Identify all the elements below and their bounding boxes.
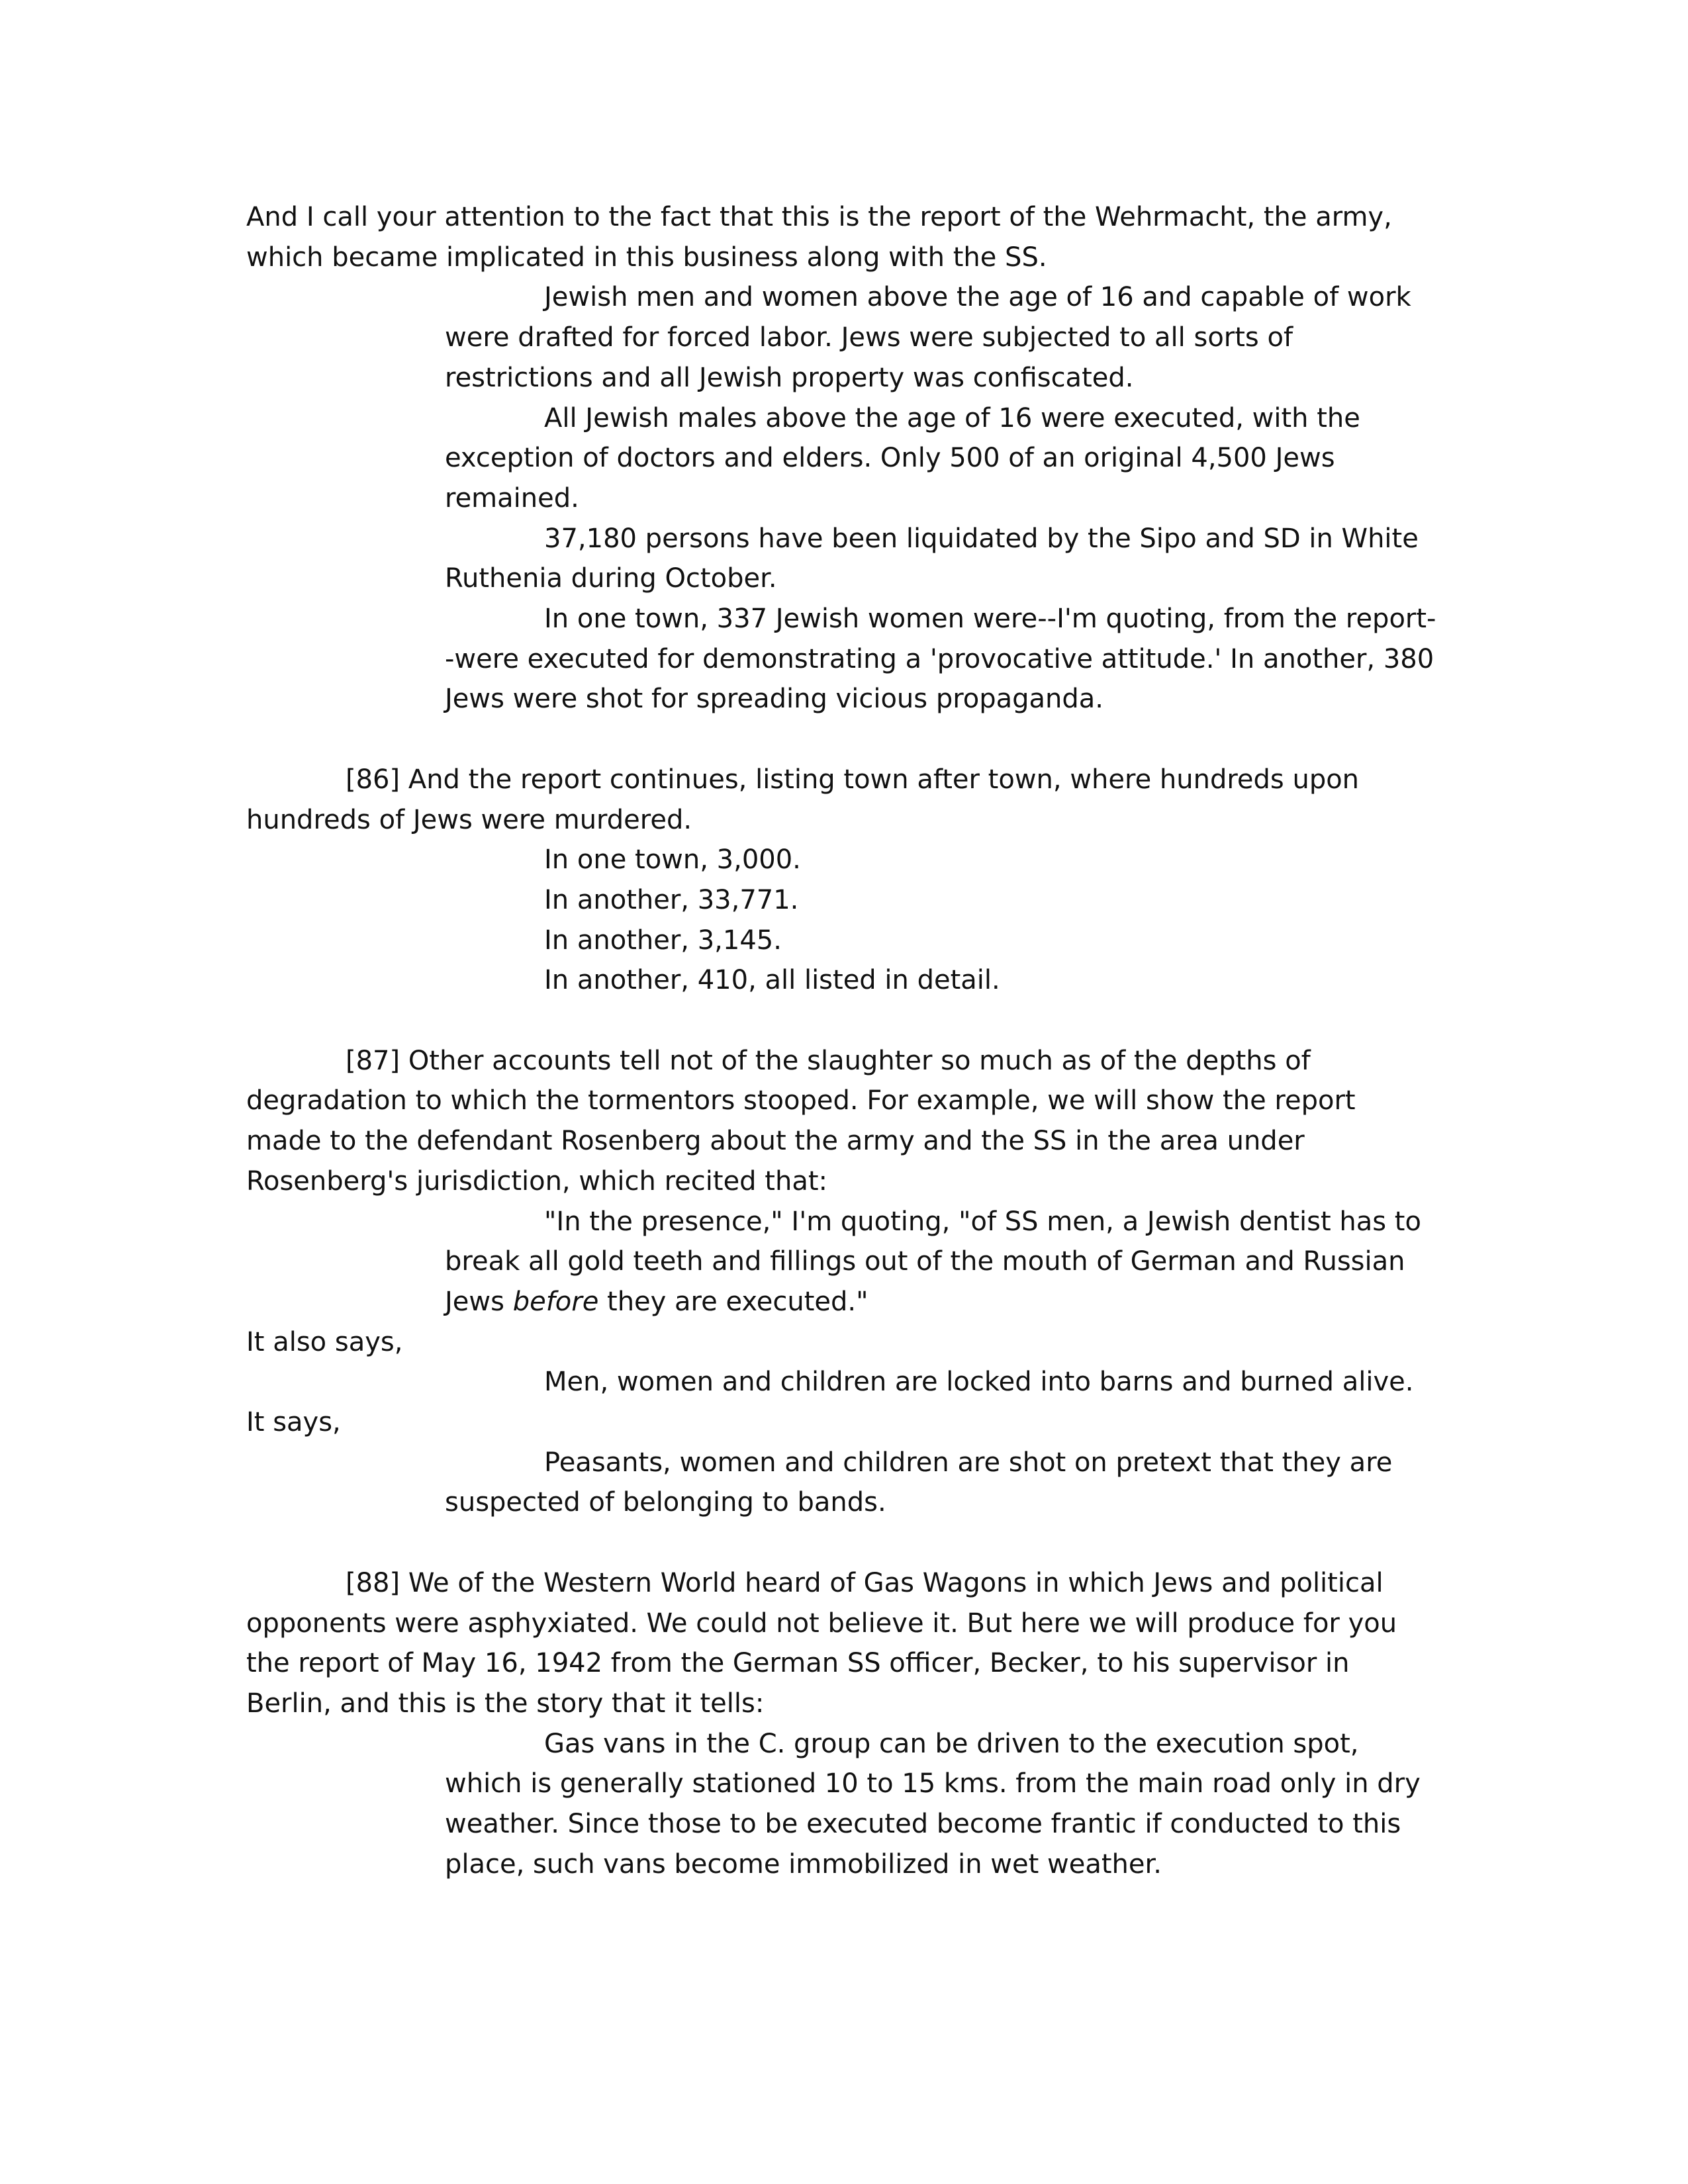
list-item: In one town, 3,000. bbox=[544, 844, 801, 876]
list-item: In another, 33,771. bbox=[544, 884, 799, 915]
quote-jewish-women-executed: In one town, 337 Jewish women were--I'm quoting, from the report--were executed for demonstrating a 'provocative attitude.' In another, 380 Jews were shot for spreading vicious propaganda. bbox=[445, 604, 1436, 715]
quote-jewish-males-executed: All Jewish males above the age of 16 were executed, with the exception of doctors and elders. Only 500 of an original 4,500 Jews remained. bbox=[445, 402, 1360, 514]
quote-barns-burned: Men, women and children are locked into barns and burned alive. bbox=[544, 1367, 1414, 1398]
list-item: In another, 3,145. bbox=[544, 925, 782, 956]
paragraph-gap bbox=[246, 1523, 1444, 1563]
quote-gas-vans: Gas vans in the C. group can be driven to the execution spot, which is generally stationed 10 to 15 kms. from the main road only in dry weather. Since those to be executed become frantic if conducted to this place, such vans become immobilized in wet weather. bbox=[445, 1728, 1421, 1880]
quote-persons-liquidated: 37,180 persons have been liquidated by the Sipo and SD in White Ruthenia during October. bbox=[445, 523, 1419, 594]
paragraph-gap bbox=[246, 719, 1444, 760]
list-item: In another, 410, all listed in detail. bbox=[544, 965, 1000, 996]
quote-text: "In the presence," I'm quoting, "of SS men, a Jewish dentist has to break all gold teeth and fillings out of the mouth of German and Russian Jews bbox=[445, 1206, 1421, 1317]
paragraph-wehrmacht-report: And I call your attention to the fact that this is the report of the Wehrmacht, the army, which became implicated in this business along with the SS. bbox=[246, 202, 1392, 273]
paragraph-it-also-says: It also says, bbox=[246, 1326, 403, 1357]
quote-peasants-shot: Peasants, women and children are shot on pretext that they are suspected of belonging to bands. bbox=[445, 1447, 1393, 1518]
paragraph-it-says: It says, bbox=[246, 1407, 341, 1438]
emphasis-text: before bbox=[512, 1286, 599, 1317]
quote-text: they are executed." bbox=[598, 1286, 868, 1317]
paragraph-gap bbox=[246, 1001, 1444, 1041]
page-text bbox=[246, 197, 1444, 1884]
paragraph-87: [87] Other accounts tell not of the slaughter so much as of the depths of degradation to which the tormentors stooped. For example, we will show the report made to the defendant Rosenberg about the army and the SS in the area under Rosenberg's jurisdiction, which recited that: bbox=[246, 1045, 1356, 1197]
paragraph-86: [86] And the report continues, listing town after town, where hundreds upon hundreds of Jews were murdered. bbox=[246, 764, 1360, 835]
quote-forced-labor: Jewish men and women above the age of 16 and capable of work were drafted for forced labor. Jews were subjected to all sorts of restrictions and all Jewish property was confiscated. bbox=[445, 282, 1411, 393]
paragraph-88: [88] We of the Western World heard of Gas Wagons in which Jews and political opponents were asphyxiated. We could not believe it. But here we will produce for you the report of May 16, 1942 from the German SS officer, Becker, to his supervisor in Berlin, and this is the story that it tells: bbox=[246, 1567, 1397, 1719]
quote-jewish-dentist bbox=[445, 1202, 1438, 1322]
